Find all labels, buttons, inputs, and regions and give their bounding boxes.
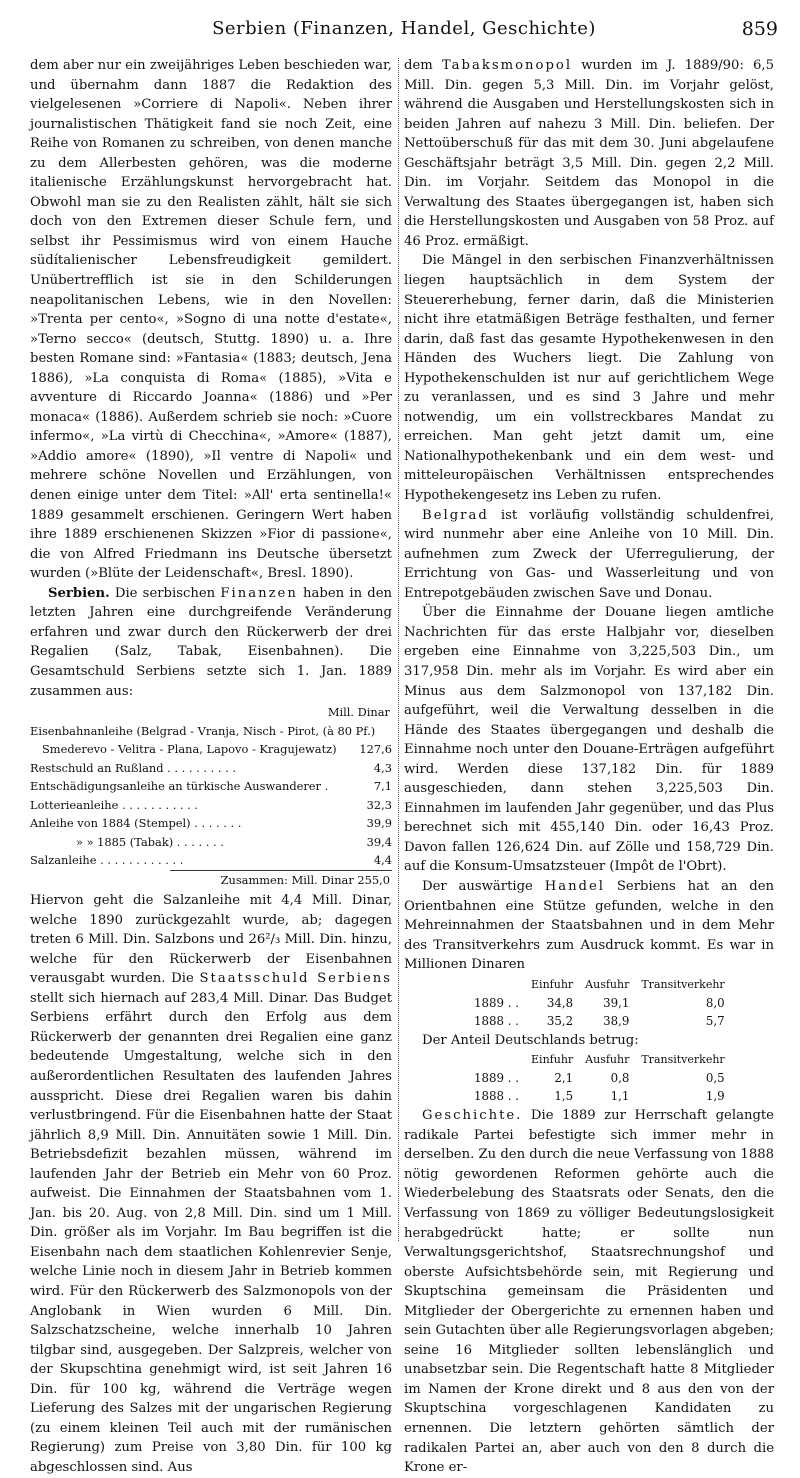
col-header-transit: Transitverkehr — [641, 1053, 725, 1067]
col-header-einfuhr: Einfuhr — [531, 1053, 574, 1067]
trade-table — [404, 976, 774, 1030]
debt-table-total: Zusammen: Mill. Dinar 255,0 — [170, 870, 392, 890]
running-head — [30, 14, 778, 44]
spaced-term-handel: Handel — [544, 878, 606, 894]
table-row: Eisenbahnanleihe (Belgrad - Vranja, Nisch - Pirot, (à 80 Pf.) — [30, 723, 376, 738]
entry-heading-serbien: Serbien. — [48, 585, 110, 601]
paragraph-douane: Über die Einnahme der Douane liegen amtliche Nachrichten für das erste Halbjahr vor, dieselben ergeben eine Einnahme von 3,225,503 Din., um 317,958 Din. mehr als im Vorjahr. Es wird aber ein Minus aus dem Salzmonopol von 137,182 Din. aufgeführt, weil die Verwaltung desselben in die Hände des Staates übergegangen und deshalb die Einnahme noch unter den Douane-Erträgen aufgeführt wird. Werden diese 137,182 Din. für 1889 ausgeschieden, dann stehen 3,225,503 Din. Einnahmen im laufenden Jahr gegenüber, und das Plus berechnet sich mit 455,140 Din. oder 16,43 Proz. Davon fallen 126,624 Din. auf Zölle und 158,729 Din. auf die Konsum-Umsatzsteuer (Impôt de l'Obrt). — [404, 605, 774, 875]
table-row: Smederevo - Velitra - Plana, Lapovo - Kragujewatz) 127,6 — [42, 742, 392, 757]
paragraph-tabak: dem Tabaksmonopol wurden im J. 1889/90: 6,5 Mill. Din. gegen 5,3 Mill. Din. im Vorjahr gelöst, während die Ausgaben und Herstellungskosten sich in beiden Jahren auf nahezu 3 Mill. Din. beliefen. Der Nettoüberschuß für das mit dem 30. Juni abgelaufene Geschäftsjahr beträgt 3,5 Mill. Din. gegen 2,2 Mill. Din. im Vorjahr. Seitdem das Monopol in die Verwaltung des Staates übergegangen ist, haben sich die Herstellungskosten und Ausgaben von 58 Proz. auf 46 Proz. ermäßigt. — [404, 58, 774, 249]
germany-share-caption: Der Anteil Deutschlands betrug: — [422, 1032, 639, 1048]
spaced-term-tabaksmonopol: Tabaksmonopol — [441, 58, 573, 73]
table-header-row — [434, 976, 731, 994]
table-row: 1889 . . 34,8 39,1 8,0 — [474, 995, 725, 1010]
paragraph-finanzen: Serbien. Die serbischen Finanzen haben in den letzten Jahren eine durchgreifende Veränderung erfahren und zwar durch den Rückerwerb der drei Regalien (Salz, Tabak, Eisenbahnen). Die Gesamtschuld Serbiens setzte sich 1. Jan. 1889 zusammen aus: — [30, 585, 393, 699]
paragraph-belgrad: Belgrad ist vorläufig vollständig schuldenfrei, wird nunmehr aber eine Anleihe von 10 Mill. Din. aufnehmen zum Zweck der Uferregulierung, der Errichtung von Gas- und Wasserleitung und von Entrepotgebäuden zwischen Save und Donau. — [404, 507, 774, 601]
table-row: Restschuld an Rußland . . . . . . . . . . 4,3 — [30, 760, 392, 775]
table-header-row — [434, 1051, 731, 1069]
col-header-einfuhr: Einfuhr — [531, 977, 574, 991]
debt-table — [30, 703, 392, 889]
table-row: Lotterieanleihe . . . . . . . . . . . 32,3 — [30, 797, 392, 812]
table-row: 1888 . . 35,2 38,9 5,7 — [474, 1013, 725, 1028]
germany-table — [404, 1051, 774, 1105]
col-header-ausfuhr: Ausfuhr — [585, 1053, 630, 1067]
paragraph-serao: dem aber nur ein zweijähriges Leben beschieden war, und übernahm dann 1887 die Redaktion des vielgelesenen »Corriere di Napoli«. Neben ihrer journalistischen Thätigkeit fand sie noch Zeit, eine Reihe von Romanen zu schreiben, von denen manche zu dem Allerbesten gehören, was die moderne italienische Erzählungskunst hervorgebracht hat. Obwohl man sie zu den Realisten zählt, hält sie sich doch von den Extremen dieser Schule fern, und selbst ihr Pessimismus wird von einem Hauche südítalienischer Lebensfreudigkeit gemildert. Unübertrefflich ist sie in den Schilderungen neapolitanischen Lebens, wie in den Novellen: »Trenta per cento«, »Sogno di una notte d'estate«, »Terno secco« (deutsch, Stuttg. 1890) u. a. Ihre besten Romane sind: »Fantasia« (1883; deutsch, Jena 1886), »La conquista di Roma« (1885), »Vita e avventure di Riccardo Joanna« (1886) und »Per monaca« (1886). Außerdem schrieb sie noch: »Cuore infermo«, »La virtù di Checchina«, »Amore« (1887), »Addio amore« (1890), »Il ventre di Napoli« und mehrere schöne Novellen und Erzählungen, von denen einige unter dem Titel: »All' erta sentinella!« 1889 gesammelt erschienen. Geringern Wert haben ihre 1889 erschienenen Skizzen »Fior di passione«, die von Alfred Friedmann ins Deutsche übersetzt wurden (»Blüte der Leidenschaft«, Bresl. 1890). — [30, 58, 392, 582]
paragraph-staatsschuld: Hiervon geht die Salzanleihe mit 4,4 Mill. Dinar, welche 1890 zurückgezahlt wurde, ab; dagegen treten 6 Mill. Din. Salzbons und 26²/₃ Mill. Din. hinzu, welche für den Rückerwerb der Eisenbahnen verausgabt wurden. Die Staatsschuld Serbiens stellt sich hiernach auf 283,4 Mill. Dinar. Das Budget Serbiens erfährt durch den Erfolg aus dem Rückerwerb der genannten drei Regalien eine ganz bedeutende Umgestaltung, welche sich in den außerordentlichen Resultaten des laufenden Jahres ausspricht. Diese drei Regalien waren bis dahin verlustbringend. Für die Eisenbahnen hatte der Staat jährlich 8,9 Mill. Din. Annuitäten sowie 1 Mill. Din. Betriebsdefizit bezahlen müssen, während im laufenden Jahr der Betrieb ein Mehr von 60 Proz. aufweist. Die Einnahmen der Staatsbahnen vom 1. Jan. bis 20. Aug. von 2,8 Mill. Din. sind um 1 Mill. Din. größer als im Vorjahr. Im Bau begriffen ist die Eisenbahn nach dem staatlichen Kohlenrevier Senje, welche Linie noch in diesem Jahr in Betrieb kommen wird. Für den Rückerwerb des Salzmonopols von der Anglobank in Wien wurden 6 Mill. Din. Salzschatzscheine, welche innerhalb 10 Jahren tilgbar sind, ausgegeben. Der Salzpreis, welcher von der Skupschtina genehmigt wird, ist seit Jahren 16 Din. für 100 kg, während die Verträge wegen Lieferung des Salzes mit der ungarischen Regierung (zu einem kleinen Teil auch mit der rumänischen Regierung) zum Preise von 3,80 Din. für 100 kg abgeschlossen sind. Aus — [30, 893, 393, 1475]
table-row: 1889 . . 2,1 0,8 0,5 — [474, 1071, 725, 1086]
paragraph-geschichte: Geschichte. Die 1889 zur Herrschaft gelangte radikale Partei befestigte sich immer mehr in derselben. Zu den durch die neue Verfassung von 1888 nötig gewordenen Reformen gehörte auch die Wiederbelebung des Staatsrats oder Senats, den die Verfassung von 1869 zu völliger Bedeutungslosigkeit herabgedrückt hatte; er sollte nun Verwaltungsgerichtshof, Staatsrechnungshof und oberste Aufsichtsbehörde sein, mit Regierung und Skuptschina gemeinsam die Präsidenten und Mitglieder der Obergerichte zu ernennen haben und sein Gutachten über alle Regierungsvorlagen abgeben; seine 16 Mitglieder sollten lebenslänglich und unabsetzbar sein. Die Regentschaft hatte 8 Mitglieder im Namen der Krone direkt und 8 aus den von der Skuptschina vorgeschlagenen Kandidaten zu ernennen. Die letztern gehörten sämtlich der radikalen Partei an, aber auch von den 8 durch die Krone er- — [404, 1108, 774, 1476]
column-divider — [398, 58, 399, 1241]
page-number: 859 — [741, 18, 778, 40]
running-title: Serbien (Finanzen, Handel, Geschichte) — [212, 18, 596, 39]
paragraph-handel: Der auswärtige Handel Serbiens hat an den Orientbahnen eine Stütze gefunden, welche in den Mehreinnahmen der Staatsbahnen und in dem Mehr des Transitverkehrs zum Ausdruck kommt. Es war in Millionen Dinaren — [404, 878, 774, 973]
table-row: Entschädigungsanleihe an türkische Auswanderer . 7,1 — [30, 779, 392, 794]
spaced-term-finanzen: Finanzen — [220, 585, 298, 601]
table-row: Salzanleihe . . . . . . . . . . . . 4,4 — [30, 853, 392, 868]
spaced-term-geschichte: Geschichte. — [422, 1108, 523, 1124]
paragraph-maengel: Die Mängel in den serbischen Finanzverhältnissen liegen hauptsächlich in dem System der Steuererhebung, ferner darin, daß die Ministerien nicht ihre etatmäßigen Beträge festhalten, und ferner darin, daß fast das gesamte Hypothekenwesen in den Händen des Wuchers liegt. Die Zahlung von Hypothekenschulden ist nur auf gerichtlichem Wege zu veranlassen, und es sind 3 Jahre und mehr notwendig, um ein vollstreckbares Mandat zu erreichen. Man geht jetzt damit um, eine Nationalhypothekenbank und ein dem west- und mitteleuropäischen Verhältnissen entsprechendes Hypothekengesetz ins Leben zu rufen. — [404, 253, 774, 504]
col-header-transit: Transitverkehr — [641, 977, 725, 991]
table-row: » » 1885 (Tabak) . . . . . . . 39,4 — [76, 834, 392, 849]
right-column — [404, 56, 774, 1476]
left-column — [30, 56, 393, 1475]
col-header-ausfuhr: Ausfuhr — [585, 977, 630, 991]
debt-table-unit: Mill. Dinar — [327, 705, 390, 720]
spaced-term-staatsschuld: Staatsschuld Serbiens — [199, 971, 393, 987]
spaced-term-belgrad: Belgrad — [422, 507, 489, 523]
table-row: 1888 . . 1,5 1,1 1,9 — [474, 1089, 725, 1104]
table-row: Anleihe von 1884 (Stempel) . . . . . . . 39,9 — [30, 816, 392, 831]
